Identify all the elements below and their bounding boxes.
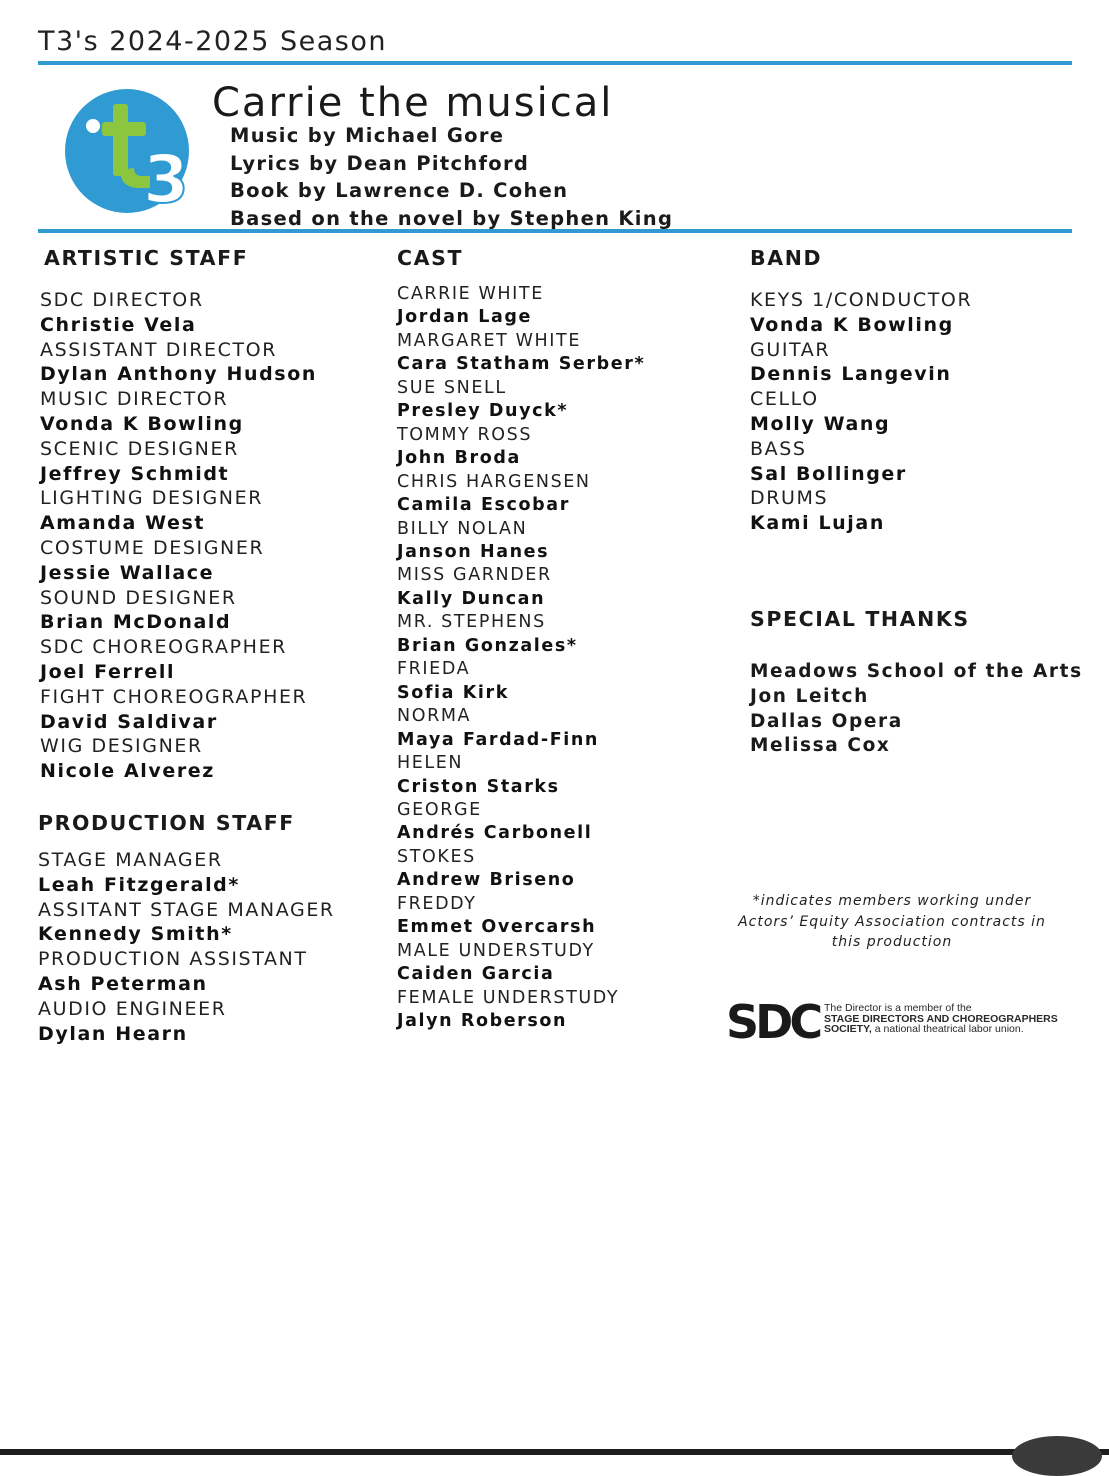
person-name: Brian Gonzales* (397, 635, 578, 656)
person-name: Caiden Garcia (397, 964, 555, 985)
production-staff-list (38, 848, 335, 1046)
person-name: Kally Duncan (397, 588, 546, 609)
role-label: FIGHT CHOREOGRAPHER (40, 685, 308, 708)
role-label: GEORGE (397, 799, 482, 820)
equity-note-line: this production (831, 934, 953, 950)
person-name: Andrew Briseno (397, 870, 576, 891)
artistic-staff-heading: ARTISTIC STAFF (44, 246, 249, 270)
sdc-caption-line: STAGE DIRECTORS AND CHOREOGRAPHERS (824, 1012, 1058, 1025)
person-name: Maya Fardad-Finn (397, 729, 599, 750)
role-label: SDC CHOREOGRAPHER (40, 636, 287, 659)
sdc-caption-society: SOCIETY, (824, 1023, 872, 1035)
role-label: SCENIC DESIGNER (40, 437, 239, 460)
role-label: ASSITANT STAGE MANAGER (38, 898, 335, 921)
credit-lyrics: Lyrics by Dean Pitchford (230, 151, 530, 175)
person-name: Sofia Kirk (397, 682, 509, 703)
equity-note (732, 891, 1052, 953)
bottom-bar (0, 1449, 1109, 1455)
person-name: Jessie Wallace (40, 561, 215, 584)
sdc-logo (726, 996, 821, 1044)
person-name: Kami Lujan (750, 512, 885, 535)
season-title: T3's 2024-2025 Season (38, 26, 387, 57)
person-name: John Broda (397, 448, 521, 469)
sdc-logo-text: SDC (726, 996, 820, 1044)
person-name: Andrés Carbonell (397, 823, 593, 844)
show-title: Carrie the musical (212, 80, 614, 126)
band-list (750, 288, 972, 536)
person-name: Joel Ferrell (40, 660, 176, 683)
person-name: Ash Peterman (38, 972, 208, 995)
person-name: Nicole Alverez (40, 760, 215, 783)
cast-list (397, 283, 645, 1034)
logo-dot (86, 119, 100, 133)
equity-note-line: *indicates members working under (752, 893, 1032, 909)
cast-heading: CAST (397, 246, 464, 270)
person-name: Christie Vela (40, 313, 197, 336)
role-label: STAGE MANAGER (38, 849, 223, 871)
role-label: CELLO (750, 388, 819, 411)
role-label: MR. STEPHENS (397, 612, 546, 633)
person-name: Amanda West (40, 512, 206, 535)
special-thanks-list (750, 660, 1083, 759)
person-name: Vonda K Bowling (750, 313, 954, 336)
credit-music: Music by Michael Gore (230, 124, 505, 147)
production-staff-heading: PRODUCTION STAFF (38, 811, 295, 835)
role-label: NORMA (397, 706, 472, 727)
top-divider (38, 61, 1072, 65)
person-name: Cara Statham Serber* (397, 354, 646, 375)
person-name: Sal Bollinger (750, 462, 907, 485)
role-label: BASS (750, 437, 807, 460)
person-name: Janson Hanes (397, 541, 550, 562)
artistic-staff-list (40, 288, 317, 784)
role-label: GUITAR (750, 338, 831, 361)
role-label: MUSIC DIRECTOR (40, 388, 229, 411)
role-label: AUDIO ENGINEER (38, 997, 227, 1020)
band-heading: BAND (750, 246, 823, 270)
role-label: STOKES (397, 846, 476, 867)
role-label: ASSISTANT DIRECTOR (40, 338, 278, 361)
person-name: Kennedy Smith* (38, 923, 233, 946)
thanks-name: Melissa Cox (750, 735, 891, 757)
role-label: SDC DIRECTOR (40, 289, 204, 311)
thanks-name: Jon Leitch (750, 685, 869, 707)
role-label: SUE SNELL (397, 377, 507, 398)
role-label: SOUND DESIGNER (40, 586, 237, 609)
role-label: WIG DESIGNER (40, 735, 203, 758)
person-name: Vonda K Bowling (40, 412, 244, 435)
role-label: FREDDY (397, 893, 477, 914)
role-label: COSTUME DESIGNER (40, 536, 265, 559)
person-name: Molly Wang (750, 412, 891, 435)
person-name: David Saldivar (40, 710, 218, 733)
person-name: Brian McDonald (40, 611, 232, 634)
person-name: Presley Duyck* (397, 401, 569, 422)
role-label: FEMALE UNDERSTUDY (397, 987, 620, 1008)
sdc-caption-rest: a national theatrical labor union. (871, 1023, 1024, 1035)
role-label: CHRIS HARGENSEN (397, 471, 591, 492)
person-name: Emmet Overcarsh (397, 917, 597, 938)
sdc-badge (726, 996, 1056, 1044)
role-label: MALE UNDERSTUDY (397, 940, 595, 961)
role-label: CARRIE WHITE (397, 284, 544, 304)
person-name: Dennis Langevin (750, 363, 952, 386)
logo-three: 3 (143, 141, 189, 218)
role-label: TOMMY ROSS (397, 424, 533, 445)
role-label: LIGHTING DESIGNER (40, 487, 264, 510)
person-name: Dylan Anthony Hudson (40, 363, 317, 386)
credit-novel: Based on the novel by Stephen King (230, 206, 674, 230)
role-label: FRIEDA (397, 659, 471, 680)
t3-logo (60, 84, 194, 218)
person-name: Leah Fitzgerald* (38, 873, 240, 896)
credit-book: Book by Lawrence D. Cohen (230, 179, 569, 202)
role-label: MISS GARNDER (397, 565, 552, 586)
corner-button[interactable] (1012, 1436, 1102, 1476)
logo-t-bar (102, 122, 146, 136)
thanks-name: Dallas Opera (750, 710, 903, 732)
sdc-caption (824, 1003, 1058, 1035)
person-name: Jordan Lage (397, 307, 533, 328)
role-label: DRUMS (750, 487, 829, 510)
equity-note-line: Actors’ Equity Association contracts in (738, 913, 1046, 930)
header-divider (38, 229, 1072, 233)
role-label: MARGARET WHITE (397, 330, 582, 351)
role-label: KEYS 1/CONDUCTOR (750, 289, 973, 311)
role-label: PRODUCTION ASSISTANT (38, 948, 308, 971)
role-label: BILLY NOLAN (397, 518, 528, 539)
person-name: Criston Starks (397, 776, 560, 797)
person-name: Jalyn Roberson (397, 1011, 568, 1032)
sdc-caption-line: The Director is a member of the (824, 1002, 972, 1014)
person-name: Camila Escobar (397, 495, 570, 516)
person-name: Dylan Hearn (38, 1022, 188, 1045)
special-thanks-heading: SPECIAL THANKS (750, 607, 970, 631)
thanks-name: Meadows School of the Arts (750, 661, 1083, 682)
show-credits (230, 122, 673, 232)
role-label: HELEN (397, 753, 464, 774)
logo-t-stem (113, 104, 128, 176)
person-name: Jeffrey Schmidt (40, 462, 230, 485)
